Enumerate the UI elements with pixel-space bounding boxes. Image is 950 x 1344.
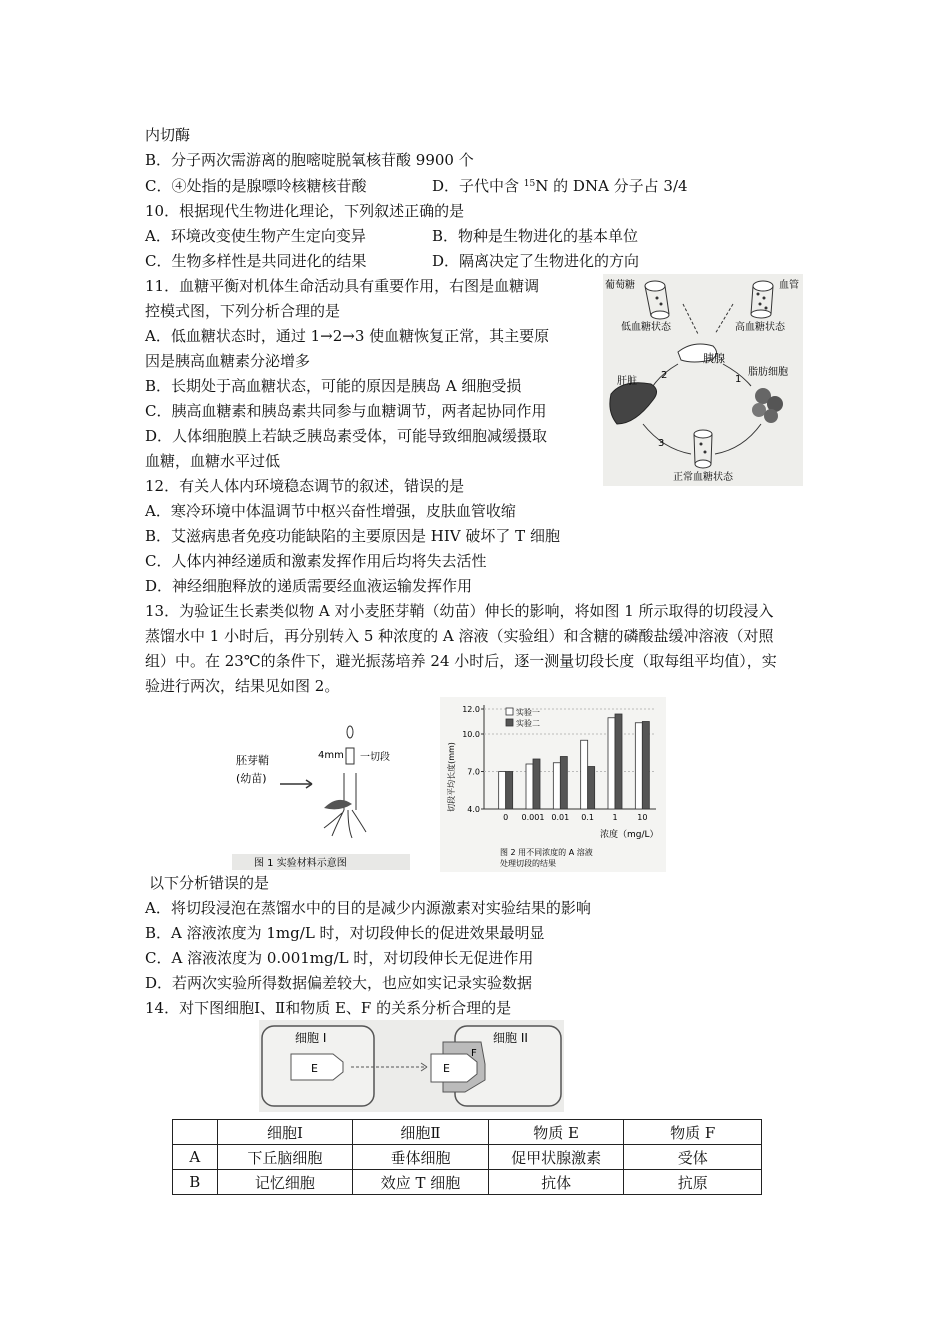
- legend-label: 实验二: [516, 719, 540, 728]
- arrow-number: 1: [735, 374, 742, 385]
- q11-option-c: C．胰高血糖素和胰岛素共同参与血糖调节，两者起协同作用: [145, 402, 547, 420]
- chart-caption-2: 处理切段的结果: [500, 859, 556, 868]
- bar-1: [608, 718, 615, 809]
- q13-option-c: C．A 溶液浓度为 0.001mg/L 时，对切段伸长无促进作用: [145, 949, 534, 967]
- bar-2: [615, 714, 622, 809]
- table-cell: B: [173, 1170, 218, 1195]
- arrow-number: 2: [661, 370, 668, 381]
- table-header-row: [173, 1120, 762, 1145]
- table-cell: 细胞Ⅱ: [353, 1120, 489, 1145]
- y-tick-label: 4.0: [467, 805, 480, 814]
- bar-1: [499, 772, 506, 810]
- question-13-cont: 验进行两次，结果见如图 2。: [145, 677, 340, 695]
- table-cell: 细胞Ⅰ: [217, 1120, 353, 1145]
- question-10: 10．根据现代生物进化理论，下列叙述正确的是: [145, 202, 465, 220]
- liver-label: 肝脏: [617, 376, 637, 387]
- question-14: 14．对下图细胞Ⅰ、Ⅱ和物质 E、F 的关系分析合理的是: [145, 999, 512, 1017]
- text-line: 内切酶: [145, 126, 191, 144]
- coleoptile-label-2: (幼苗): [236, 772, 267, 785]
- coleoptile-label: 胚芽鞘: [236, 754, 269, 767]
- q12-option-a: A．寒冷环境中体温调节中枢兴奋性增强，皮肤血管收缩: [145, 502, 516, 520]
- high-glucose-label: 高血糖状态: [735, 322, 785, 333]
- q11-option-d-cont: 血糖，血糖水平过低: [145, 452, 281, 470]
- bar-2: [506, 772, 513, 810]
- vessel-label: 血管: [779, 280, 799, 291]
- x-tick-label: 0.1: [581, 813, 595, 822]
- table-row: [173, 1145, 762, 1170]
- legend-swatch: [506, 708, 513, 715]
- question-11: 11．血糖平衡对机体生命活动具有重要作用，右图是血糖调: [145, 277, 540, 295]
- q13-option-b: B．A 溶液浓度为 1mg/L 时，对切段伸长的促进效果最明显: [145, 924, 545, 942]
- substance-e-label: E: [311, 1062, 318, 1075]
- q13-option-a: A．将切段浸泡在蒸馏水中的目的是减少内源激素对实验结果的影响: [145, 899, 591, 917]
- q10-option-c: C．生物多样性是共同进化的结果: [145, 252, 367, 270]
- substance-e-bound-label: E: [443, 1062, 450, 1075]
- table-cell: A: [173, 1145, 218, 1170]
- question-13: 13．为验证生长素类似物 A 对小麦胚芽鞘（幼苗）伸长的影响，将如图 1 所示取得的切段浸入: [145, 602, 774, 620]
- table-cell: 记忆细胞: [217, 1170, 353, 1195]
- figure-1-caption: 图 1 实验材料示意图: [254, 858, 347, 869]
- y-tick-label: 10.0: [462, 730, 480, 739]
- y-tick-label: 7.0: [467, 767, 480, 777]
- option-d: D．子代中含 $^{15}$N 的 DNA 分子占 3/4: [432, 177, 688, 195]
- question-13-cont: 蒸馏水中 1 小时后，再分别转入 5 种浓度的 A 溶液（实验组）和含糖的磷酸盐缓冲溶液（对照: [145, 627, 774, 645]
- q11-option-d: D．人体细胞膜上若缺乏胰岛素受体，可能导致细胞减缓摄取: [145, 427, 548, 445]
- table-cell: 抗原: [624, 1170, 762, 1195]
- x-axis-label: 浓度（mg/L）: [600, 830, 659, 840]
- table-cell: 物质 F: [624, 1120, 762, 1145]
- question-11-cont: 控模式图，下列分析合理的是: [145, 302, 341, 320]
- table-cell: 下丘脑细胞: [217, 1145, 353, 1170]
- q12-option-b: B．艾滋病患者免疫功能缺陷的主要原因是 HIV 破坏了 T 细胞: [145, 527, 560, 545]
- chart-caption: 图 2 用不同浓度的 A 溶液: [500, 848, 593, 857]
- table-cell: 受体: [624, 1145, 762, 1170]
- q13-stem: 以下分析错误的是: [149, 874, 270, 892]
- q12-option-d: D．神经细胞释放的递质需要经血液运输发挥作用: [145, 577, 473, 595]
- q10-option-d: D．隔离决定了生物进化的方向: [432, 252, 640, 270]
- fat-cell-label: 脂肪细胞: [748, 367, 788, 378]
- bar-1: [581, 740, 588, 809]
- bar-1: [553, 763, 560, 809]
- q11-option-b: B．长期处于高血糖状态，可能的原因是胰岛 A 细胞受损: [145, 377, 522, 395]
- q11-option-a-cont: 因是胰高血糖素分泌增多: [145, 352, 311, 370]
- question-12: 12．有关人体内环境稳态调节的叙述，错误的是: [145, 477, 465, 495]
- blood-glucose-diagram: [603, 274, 803, 486]
- bar-2: [588, 767, 595, 810]
- pancreas-label: 胰腺: [703, 352, 725, 365]
- legend-label: 实验一: [516, 708, 540, 717]
- q12-option-c: C．人体内神经递质和激素发挥作用后均将失去活性: [145, 552, 487, 570]
- y-tick-label: 12.0: [462, 705, 480, 714]
- x-tick-label: 10: [637, 813, 648, 822]
- cell-2-label: 细胞 II: [493, 1031, 528, 1045]
- figure-2-chart: [440, 697, 666, 872]
- y-axis-label: 切段平均长度(mm): [447, 742, 456, 812]
- legend-swatch: [506, 719, 513, 726]
- q13-option-d: D．若两次实验所得数据偏差较大，也应如实记录实验数据: [145, 974, 533, 992]
- cell-interaction-diagram: [259, 1020, 564, 1112]
- option-b: B．分子两次需游离的胞嘧啶脱氧核苷酸 9900 个: [145, 151, 474, 169]
- q10-option-b: B．物种是生物进化的基本单位: [432, 227, 639, 245]
- cell-1-label: 细胞 I: [295, 1031, 327, 1045]
- table-cell: 抗体: [488, 1170, 624, 1195]
- table-row: [173, 1170, 762, 1195]
- x-tick-label: 0.01: [551, 813, 570, 822]
- q11-option-a: A．低血糖状态时，通过 1→2→3 使血糖恢复正常，其主要原: [145, 327, 550, 345]
- bar-chart: [440, 697, 666, 872]
- bar-1: [526, 764, 533, 809]
- bar-2: [560, 757, 567, 810]
- cell-substance-table: [172, 1119, 762, 1195]
- x-tick-label: 1: [612, 813, 618, 822]
- table-cell: [173, 1120, 218, 1145]
- normal-glucose-label: 正常血糖状态: [673, 472, 733, 483]
- x-tick-label: 0.001: [521, 813, 545, 822]
- bar-1: [635, 723, 642, 809]
- option-c: C．④处指的是腺嘌呤核糖核苷酸: [145, 177, 367, 195]
- bar-2: [642, 722, 649, 810]
- question-13-cont: 组）中。在 23℃的条件下，避光振荡培养 24 小时后，逐一测量切段长度（取每组平均值），实: [145, 652, 777, 670]
- x-tick-label: 0: [503, 813, 509, 822]
- bar-2: [533, 759, 540, 809]
- table-cell: 促甲状腺激素: [488, 1145, 624, 1170]
- table-cell: 效应 T 细胞: [353, 1170, 489, 1195]
- substance-f-label: F: [471, 1048, 477, 1059]
- low-glucose-label: 低血糖状态: [621, 322, 671, 333]
- q10-option-a: A．环境改变使生物产生定向变异: [145, 227, 366, 245]
- glucose-label: 葡萄糖: [605, 280, 635, 291]
- table-cell: 垂体细胞: [353, 1145, 489, 1170]
- arrow-number: 3: [658, 438, 665, 449]
- length-label: 4mm: [318, 750, 344, 761]
- table-cell: 物质 E: [488, 1120, 624, 1145]
- figure-1-schematic: [232, 718, 410, 870]
- cut-label: 一切段: [360, 752, 390, 763]
